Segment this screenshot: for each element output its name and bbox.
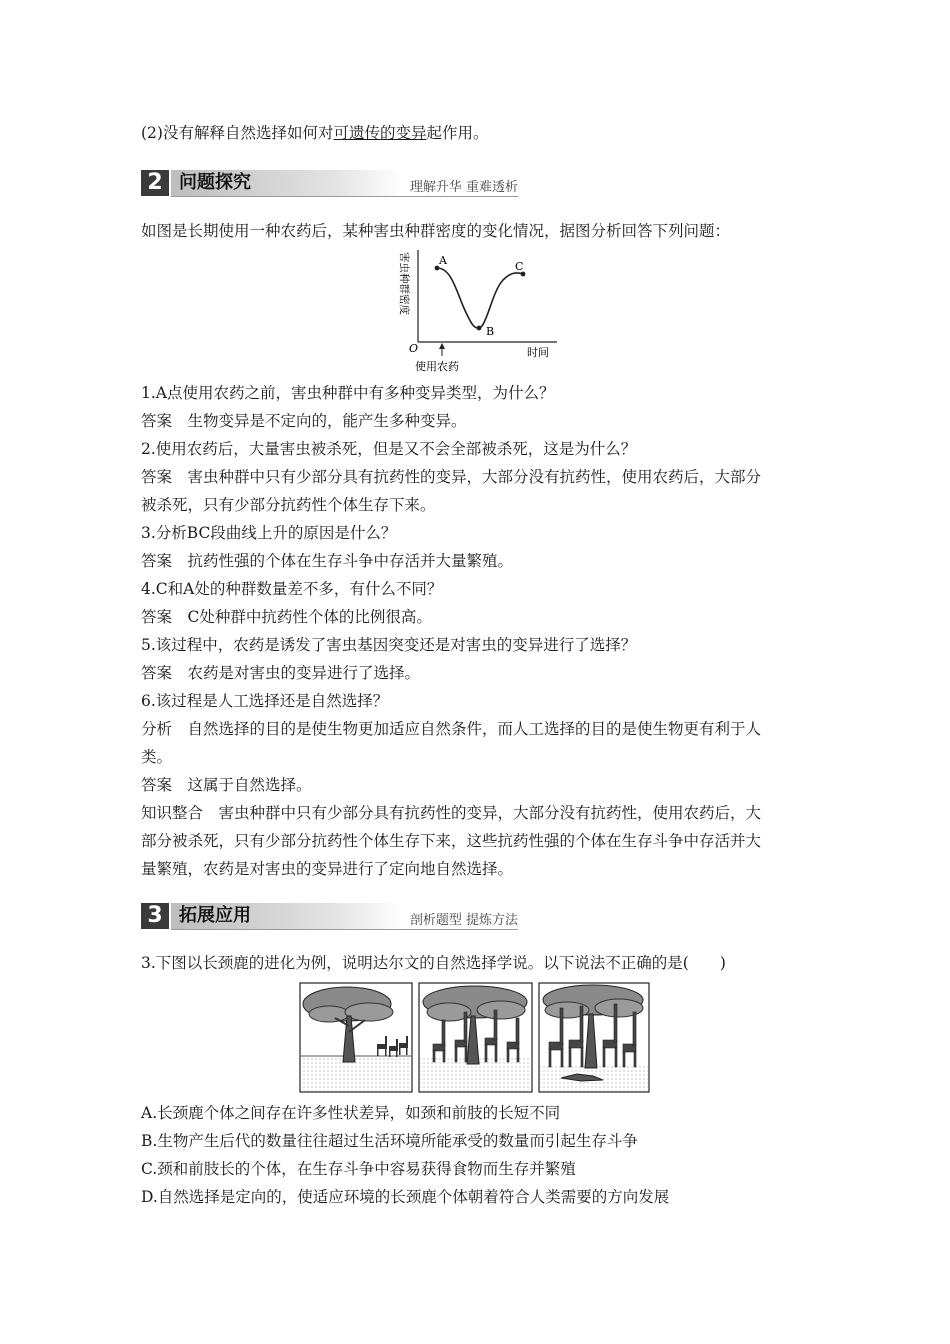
intro-suffix: 起作用。 — [426, 124, 489, 142]
section-3-header — [141, 903, 518, 929]
section-3-subtitle: 剖析题型 提炼方法 — [409, 913, 518, 928]
intro-prefix: (2)没有解释自然选择如何对 — [141, 124, 334, 142]
arrow-label: 使用农药 — [415, 360, 459, 373]
qa-line: 3.分析BC段曲线上升的原因是什么？ — [141, 524, 397, 542]
option-a: A.长颈鹿个体之间存在许多性状差异，如颈和前肢的长短不同 — [141, 1104, 561, 1122]
question-intro: 如图是长期使用一种农药后，某种害虫种群密度的变化情况，据图分析回答下列问题： — [141, 222, 731, 240]
qa-line: 2.使用农药后，大量害虫被杀死，但是又不会全部被杀死，这是为什么？ — [141, 440, 637, 458]
point-b-label: B — [486, 325, 495, 338]
qa-line: 类。 — [141, 748, 173, 766]
qa-line: 分析 自然选择的目的是使生物更加适应自然条件，而人工选择的目的是使生物更有利于人 — [141, 720, 762, 738]
qa-line: 答案 生物变异是不定向的，能产生多种变异。 — [141, 412, 467, 430]
section-2-title: 问题探究 — [179, 172, 251, 193]
section-3-number: 3 — [141, 903, 169, 929]
section-2-number: 2 — [141, 170, 169, 196]
point-b — [477, 326, 482, 331]
section-2-subtitle: 理解升华 重难透析 — [409, 180, 518, 195]
qa-line: 5.该过程中，农药是诱发了害虫基因突变还是对害虫的变异进行了选择？ — [141, 636, 637, 654]
option-c: C.颈和前肢长的个体，在生存斗争中容易获得食物而生存并繁殖 — [141, 1160, 576, 1178]
section-2-rule — [171, 196, 518, 197]
qa-line: 答案 害虫种群中只有少部分具有抗药性的变异，大部分没有抗药性，使用农药后，大部分 — [141, 468, 762, 486]
qa-line: 量繁殖，农药是对害虫的变异进行了定向地自然选择。 — [141, 860, 514, 878]
point-a-label: A — [439, 254, 447, 267]
qa-line: 答案 C处种群中抗药性个体的比例很高。 — [141, 608, 432, 626]
giraffe-panel-3 — [539, 983, 649, 1092]
section-3-rule — [171, 929, 518, 930]
qa-line: 6.该过程是人工选择还是自然选择？ — [141, 692, 389, 710]
qa-line: 4.C和A处的种群数量差不多，有什么不同？ — [141, 580, 443, 598]
qa-line: 答案 农药是对害虫的变异进行了选择。 — [141, 664, 421, 682]
qa-line: 答案 抗药性强的个体在生存斗争中存活并大量繁殖。 — [141, 552, 514, 570]
section-3-title: 拓展应用 — [179, 905, 251, 926]
section-2-header — [141, 170, 518, 196]
point-c-label: C — [515, 260, 524, 273]
qa-line: 知识整合 害虫种群中只有少部分具有抗药性的变异，大部分没有抗药性，使用农药后，大 — [141, 804, 762, 822]
y-axis-label: 害虫种群密度 — [398, 252, 410, 315]
origin-label: O — [409, 342, 419, 355]
giraffe-panel-1 — [300, 983, 412, 1092]
density-chart — [385, 246, 575, 376]
intro-underlined: 可遗传的变异 — [333, 124, 427, 142]
option-d: D.自然选择是定向的，使适应环境的长颈鹿个体朝着符合人类需要的方向发展 — [141, 1188, 670, 1206]
intro-line — [141, 123, 489, 143]
giraffe-evolution-figure — [299, 982, 651, 1094]
giraffe-panel-2 — [419, 983, 532, 1092]
qa-line: 答案 这属于自然选择。 — [141, 776, 312, 794]
density-curve — [437, 268, 523, 328]
question-3: 3.下图以长颈鹿的进化为例，说明达尔文的自然选择学说。以下说法不正确的是( ) — [141, 954, 726, 972]
option-b: B.生物产生后代的数量往往超过生活环境所能承受的数量而引起生存斗争 — [141, 1132, 638, 1150]
qa-line: 1.A点使用农药之前，害虫种群中有多种变异类型，为什么？ — [141, 384, 555, 402]
qa-line: 被杀死，只有少部分抗药性个体生存下来。 — [141, 496, 436, 514]
x-axis-label: 时间 — [527, 346, 549, 359]
qa-line: 部分被杀死，只有少部分抗药性个体生存下来，这些抗药性强的个体在生存斗争中存活并大 — [141, 832, 762, 850]
